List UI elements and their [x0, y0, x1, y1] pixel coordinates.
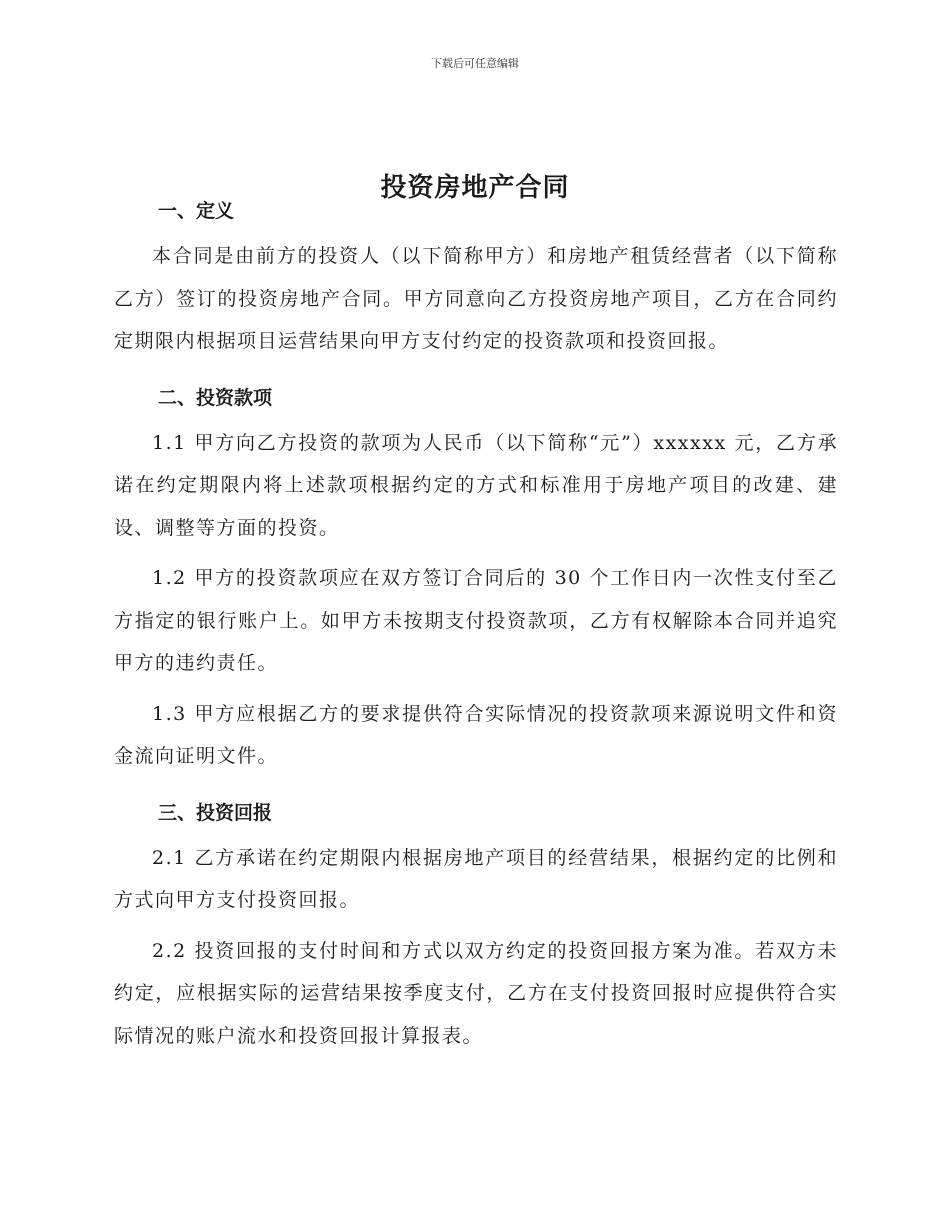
paragraph-definition: 本合同是由前方的投资人（以下简称甲方）和房地产租赁经营者（以下简称乙方）签订的投资房地产合同。甲方同意向乙方投资房地产项目，乙方在合同约定期限内根据项目运营结果向甲方支付约定的投资款项和投资回报。: [114, 245, 838, 352]
section-heading-investment-returns: 三、投资回报: [158, 801, 273, 824]
paragraph-clause-2-1: 2.1 乙方承诺在约定期限内根据房地产项目的经营结果，根据约定的比例和方式向甲方支付投资回报。: [114, 846, 838, 911]
document-title: 投资房地产合同: [380, 173, 570, 204]
section-heading-definition: 一、定义: [158, 200, 235, 222]
paragraph-clause-1-3: 1.3 甲方应根据乙方的要求提供符合实际情况的投资款项来源说明文件和资金流向证明文件。: [114, 702, 838, 767]
paragraph-clause-1-1: 1.1 甲方向乙方投资的款项为人民币（以下简称“元”）xxxxxx 元，乙方承诺在约定期限内将上述款项根据约定的方式和标准用于房地产项目的改建、建设、调整等方面的投资。: [114, 431, 838, 539]
document-body: [114, 192, 838, 1057]
page-header-note: 下载后可任意编辑: [431, 57, 519, 70]
paragraph-clause-1-2: 1.2 甲方的投资款项应在双方签订合同后的 30 个工作日内一次性支付至乙方指定的银行账户上。如甲方未按期支付投资款项，乙方有权解除本合同并追究甲方的违约责任。: [114, 567, 838, 674]
paragraph-clause-2-2: 2.2 投资回报的支付时间和方式以双方约定的投资回报方案为准。若双方未约定，应根据实际的运营结果按季度支付，乙方在支付投资回报时应提供符合实际情况的账户流水和投资回报计算报表。: [114, 939, 838, 1047]
section-heading-investment-funds: 二、投资款项: [158, 386, 273, 409]
